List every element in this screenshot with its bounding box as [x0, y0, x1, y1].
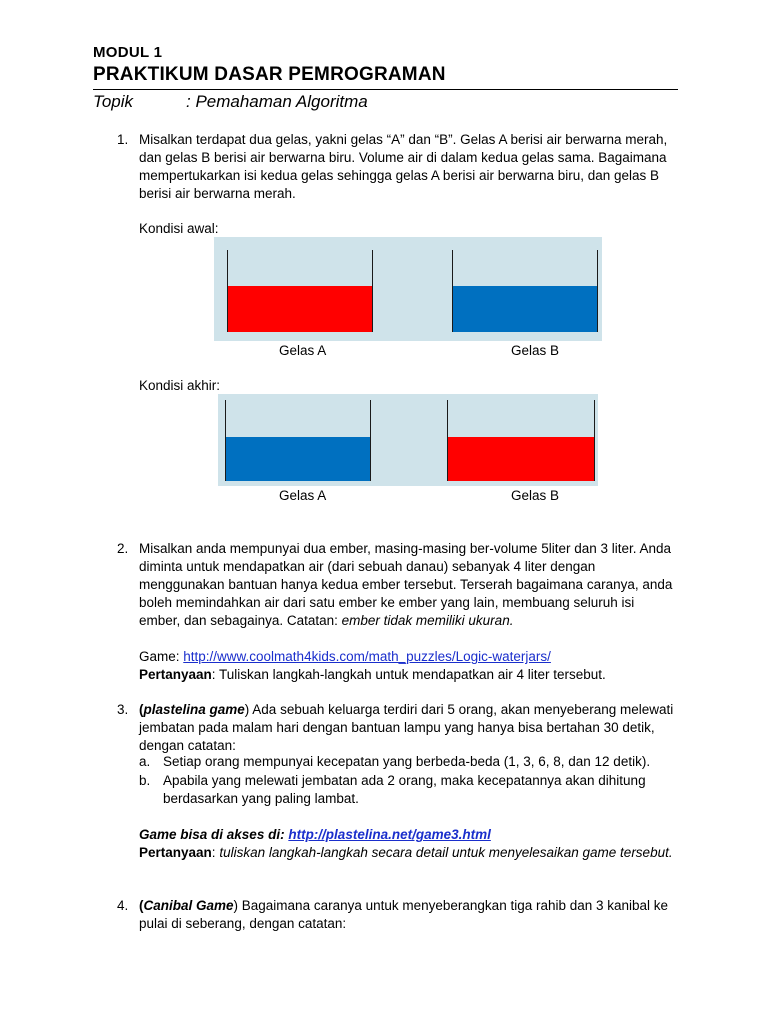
question-2-game-line: Game: http://www.coolmath4kids.com/math_puzzles/Logic-waterjars/ [139, 649, 551, 664]
question-1-text: Misalkan terdapat dua gelas, yakni gelas “A” dan “B”. Gelas A berisi air berwarna merah, dan gelas B berisi air berwarna biru. Volume air di dalam kedua gelas sama. Bagaimana mempertukarkan isi kedua gelas sehingga gelas A berisi air berwarna biru, dan gelas B berisi air berwarna merah. [139, 132, 668, 201]
question-2-text: Misalkan anda mempunyai dua ember, masing-masing ber-volume 5liter dan 3 liter. Anda diminta untuk mendapatkan air (dari sebuah danau) sebanyak 4 liter dengan menggunakan bantuan hanya kedua ember tersebut. Terserah bagaimana caranya, anda boleh memindahkan air dari satu ember ke ember yang lain, membuang seluruh isi ember, dan sebagainya. Catatan: ember tidak memiliki ukuran. [139, 541, 673, 628]
blue-water [226, 437, 370, 481]
question-4-game-name: Canibal Game [143, 898, 234, 913]
final-condition-figure [218, 394, 598, 486]
title-divider [93, 89, 678, 90]
list-item-letter: a. [139, 754, 151, 769]
glass-a-caption: Gelas A [279, 488, 327, 503]
glass-b-caption: Gelas B [511, 343, 560, 358]
question-3-question: Pertanyaan: tuliskan langkah-langkah secara detail untuk menyelesaikan game tersebut. [139, 845, 673, 860]
question-3-game-name: plastelina game [143, 702, 245, 717]
waterjars-game-link[interactable]: http://www.coolmath4kids.com/math_puzzles/Logic-waterjars/ [183, 649, 551, 664]
question-1-number: 1. [117, 132, 129, 147]
question-2-number: 2. [117, 541, 129, 556]
red-water [228, 286, 372, 332]
question-3-text: (plastelina game) Ada sebuah keluarga terdiri dari 5 orang, akan menyeberang melewati jembatan pada malam hari dengan bantuan lampu yang hanya bisa bertahan 30 detik, dengan catatan: [139, 702, 674, 753]
list-item: Apabila yang melewati jembatan ada 2 orang, maka kecepatannya akan dihitung berdasarkan yang paling lambat. [163, 773, 646, 806]
initial-condition-figure [214, 237, 602, 341]
plastelina-game-link[interactable]: http://plastelina.net/game3.html [288, 827, 491, 842]
red-water [448, 437, 594, 481]
glass-a-final [225, 400, 371, 481]
glass-b-final [447, 400, 595, 481]
topic-label: Topik [93, 92, 134, 111]
list-item: Setiap orang mempunyai kecepatan yang berbeda-beda (1, 3, 6, 8, dan 12 detik). [163, 754, 651, 769]
question-4-text: (Canibal Game) Bagaimana caranya untuk menyeberangkan tiga rahib dan 3 kanibal ke pulai di seberang, dengan catatan: [139, 898, 669, 931]
glass-b-initial [452, 250, 598, 332]
glass-a-initial [227, 250, 373, 332]
final-condition-label: Kondisi akhir: [139, 378, 221, 393]
glass-a-caption: Gelas A [279, 343, 327, 358]
question-2-note: ember tidak memiliki ukuran. [341, 613, 514, 628]
topic-value: : Pemahaman Algoritma [186, 92, 368, 111]
question-2-question: Pertanyaan: Tuliskan langkah-langkah untuk mendapatkan air 4 liter tersebut. [139, 667, 606, 682]
initial-condition-label: Kondisi awal: [139, 221, 219, 236]
question-3-number: 3. [117, 702, 129, 717]
module-label: MODUL 1 [93, 44, 163, 61]
question-4-number: 4. [117, 898, 129, 913]
list-item-letter: b. [139, 773, 151, 788]
page-title: PRAKTIKUM DASAR PEMROGRAMAN [93, 64, 446, 85]
question-3-game-line: Game bisa di akses di: http://plastelina.net/game3.html [139, 827, 491, 842]
glass-b-caption: Gelas B [511, 488, 560, 503]
blue-water [453, 286, 597, 332]
